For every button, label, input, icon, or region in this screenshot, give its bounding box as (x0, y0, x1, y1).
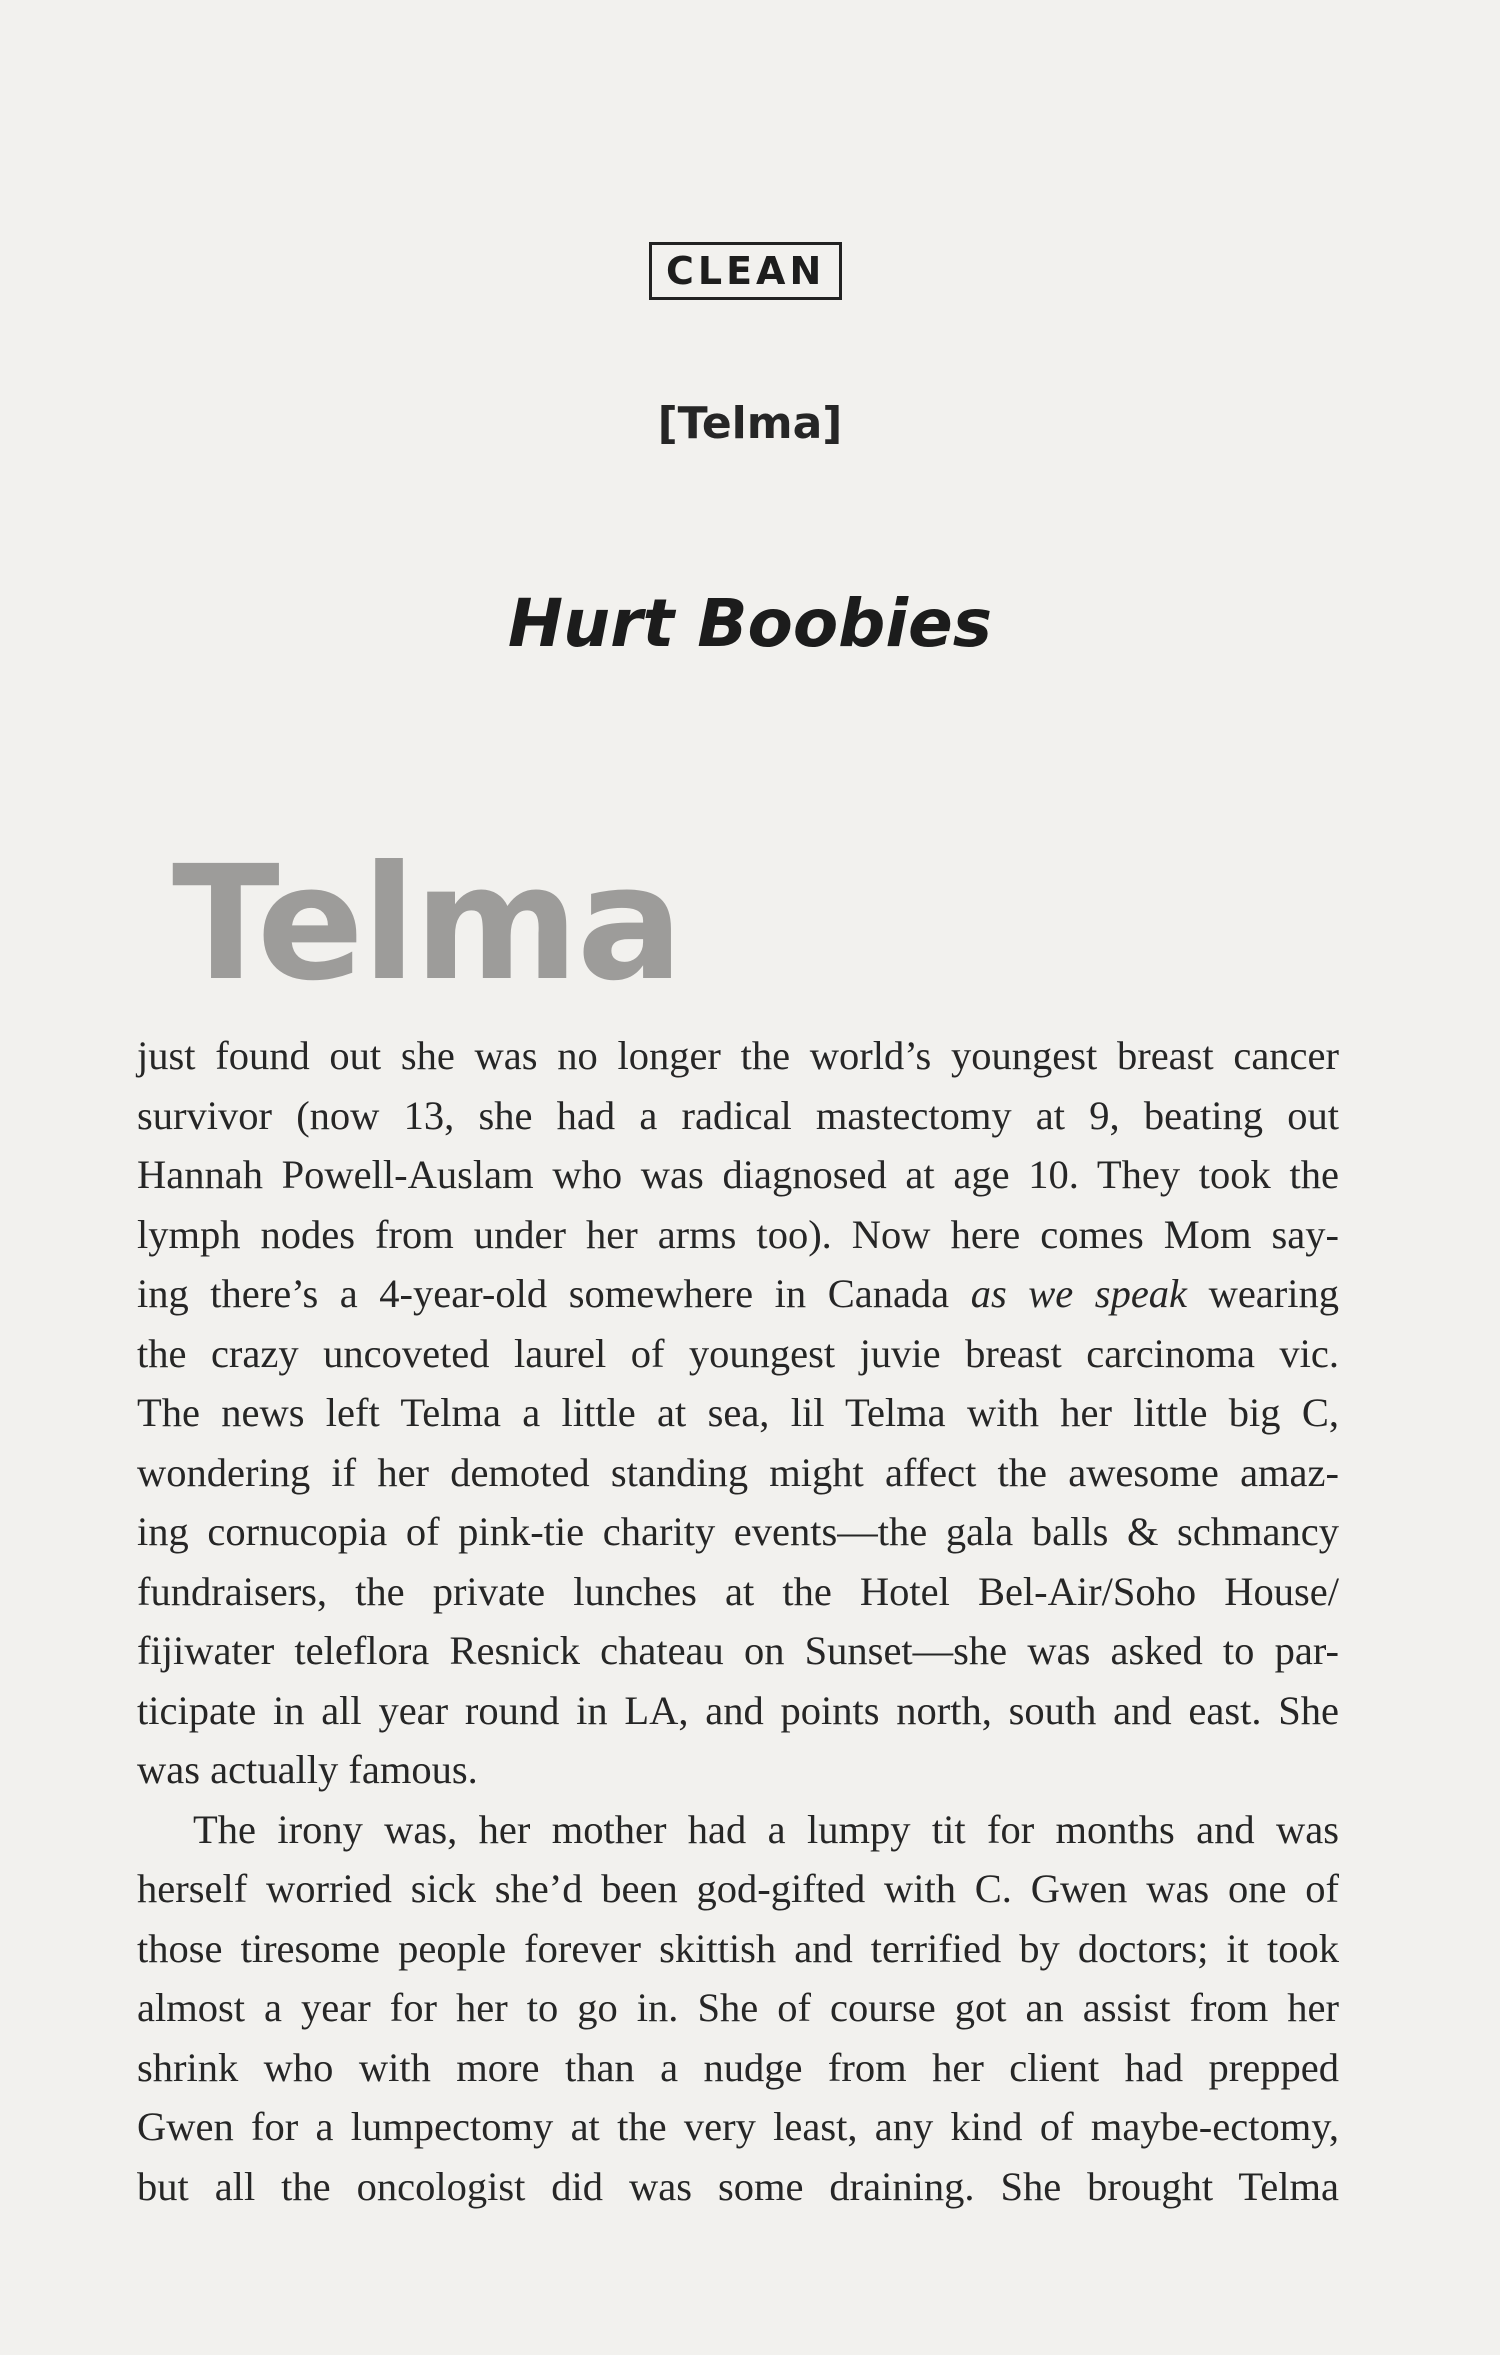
section-tag: CLEAN (649, 242, 842, 300)
emphasis-text: as we speak (970, 1271, 1188, 1316)
text-line: almost a year for her to go in. She of course got an assist from her (137, 1985, 1339, 2030)
text-segment: ing there’s a 4-year-old somewhere in Canada (137, 1271, 950, 1316)
text-line: fijiwater teleflora Resnick chateau on Sunset—she was asked to par- (137, 1628, 1339, 1673)
body-text (137, 1026, 1339, 2216)
text-line: those tiresome people forever skittish and terrified by doctors; it took (137, 1925, 1339, 1971)
paragraph-1 (137, 1026, 1339, 1800)
chapter-title: Hurt Boobies (507, 585, 993, 662)
text-line: ing cornucopia of pink-tie charity events—the gala balls & schmancy (137, 1509, 1339, 1554)
drop-name: Telma (172, 832, 682, 1016)
speaker-label: [Telma] (657, 398, 843, 449)
text-line: Hannah Powell-Auslam who was diagnosed at age 10. They took the (137, 1152, 1339, 1197)
text-line: Gwen for a lumpectomy at the very least, any kind of maybe-ectomy, (137, 2104, 1339, 2149)
text-line: just found out she was no longer the world’s youngest breast cancer (137, 1033, 1339, 1078)
text-line: The irony was, her mother had a lumpy tit for months and was (193, 1806, 1339, 1852)
text-line: but all the oncologist did was some draining. She brought Telma (137, 2163, 1339, 2209)
text-line: survivor (now 13, she had a radical mastectomy at 9, beating out (137, 1092, 1339, 1138)
text-line: the crazy uncoveted laurel of youngest juvie breast carcinoma vic. (137, 1330, 1339, 1376)
text-line: wondering if her demoted standing might affect the awesome amaz- (137, 1449, 1339, 1495)
text-line: was actually famous. (137, 1747, 478, 1792)
text-segment: wearing (1208, 1271, 1340, 1316)
paragraph-2 (137, 1800, 1339, 2217)
text-line: fundraisers, the private lunches at the Hotel Bel-Air/Soho House/ (137, 1568, 1339, 1614)
text-line: The news left Telma a little at sea, lil Telma with her little big C, (137, 1390, 1339, 1435)
text-line (137, 1264, 1339, 1324)
text-line: lymph nodes from under her arms too). Now here comes Mom say- (137, 1211, 1339, 1257)
text-line: ticipate in all year round in LA, and points north, south and east. She (137, 1687, 1339, 1733)
text-line: herself worried sick she’d been god-gifted with C. Gwen was one of (137, 1866, 1339, 1911)
text-line: shrink who with more than a nudge from her client had prepped (137, 2044, 1339, 2090)
